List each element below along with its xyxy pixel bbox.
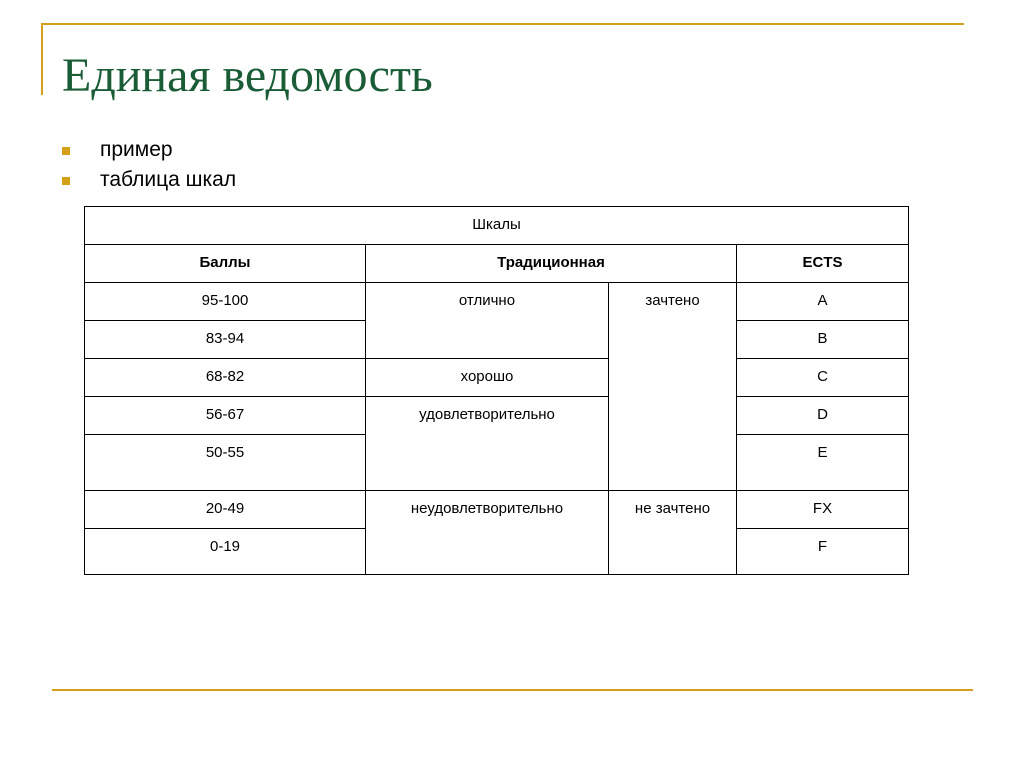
ects-cell: FX [737,491,909,529]
top-decorative-rule [41,23,964,25]
grade-cell: удовлетворительно [366,397,609,491]
table-caption: Шкалы [85,207,909,245]
bullet-item [62,135,236,165]
bullet-item [62,165,236,195]
square-bullet-icon [62,177,70,185]
pass-cell: не зачтено [609,491,737,575]
score-cell: 68-82 [85,359,366,397]
bottom-decorative-rule [52,689,973,691]
table-row [85,397,909,435]
ects-cell: B [737,321,909,359]
ects-cell: C [737,359,909,397]
grading-scales-table [84,206,909,575]
ects-cell: F [737,529,909,575]
slide-title: Единая ведомость [62,49,433,102]
table-row [85,359,909,397]
grade-cell: хорошо [366,359,609,397]
header-traditional: Традиционная [366,245,737,283]
ects-cell: E [737,435,909,491]
grade-cell: отлично [366,283,609,359]
left-decorative-rule [41,23,43,95]
square-bullet-icon [62,147,70,155]
bullet-list [62,135,236,195]
table-row [85,283,909,321]
header-ects: ECTS [737,245,909,283]
grade-cell: неудовлетворительно [366,491,609,575]
score-cell: 0-19 [85,529,366,575]
table-header-row [85,245,909,283]
pass-cell: зачтено [609,283,737,491]
header-score: Баллы [85,245,366,283]
score-cell: 95-100 [85,283,366,321]
bullet-text: таблица шкал [100,168,237,191]
score-cell: 20-49 [85,491,366,529]
score-cell: 50-55 [85,435,366,491]
score-cell: 56-67 [85,397,366,435]
table-caption-row [85,207,909,245]
ects-cell: D [737,397,909,435]
score-cell: 83-94 [85,321,366,359]
table-row [85,491,909,529]
ects-cell: A [737,283,909,321]
bullet-text: пример [100,138,173,161]
